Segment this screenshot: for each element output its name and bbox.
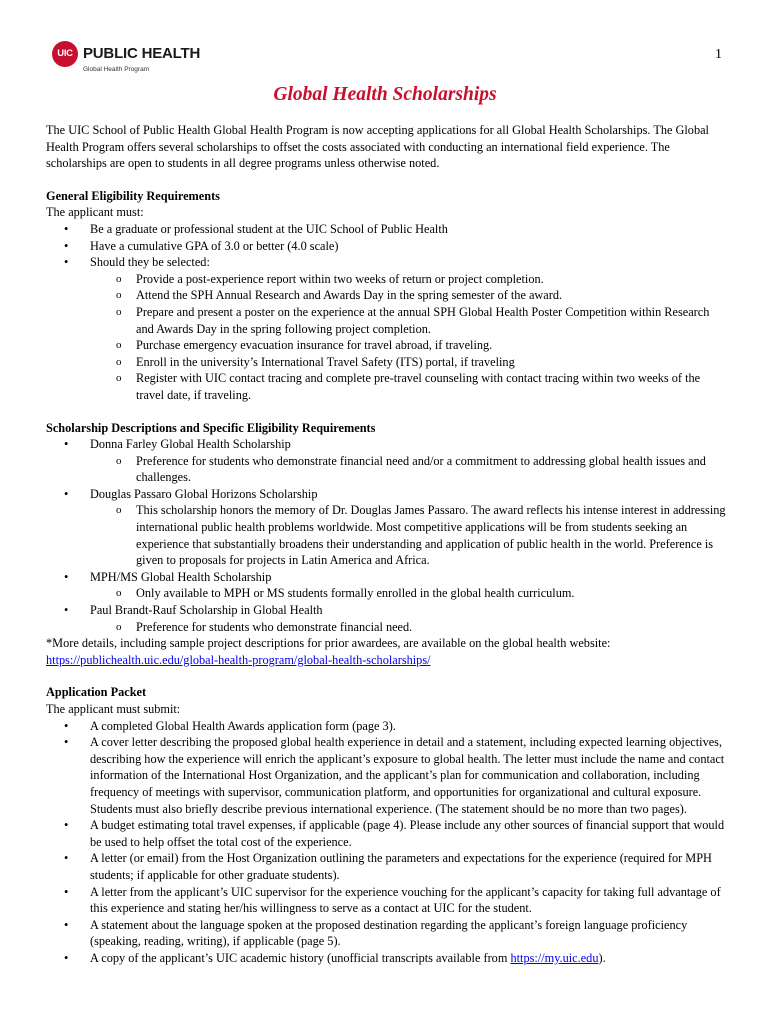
bullet: • xyxy=(64,884,69,899)
scholarship-item: • Douglas Passaro Global Horizons Scholarship o This scholarship honors the memory of Dr. Douglas James Passaro. The award reflects his intense interest in addressing international public health problems worldwide. Most competitive applications will be from students seeking an experience that substantially broadens their understanding and application of public health in the world. Preference is given to proposals for projects in Latin America and Africa. xyxy=(46,486,728,569)
sub-list-item: o Attend the SPH Annual Research and Awards Day in the spring semester of the award. xyxy=(116,288,563,303)
packet-lead: The applicant must submit: xyxy=(46,702,181,716)
scholarship-detail: o Preference for students who demonstrate financial need. xyxy=(116,619,413,634)
bullet: • xyxy=(64,818,69,833)
scholarships-website-link[interactable]: https://publichealth.uic.edu/global-health-program/global-health-scholarships/ xyxy=(46,652,431,667)
sub-bullet: o xyxy=(116,272,122,285)
eligibility-heading: General Eligibility Requirements xyxy=(46,188,220,203)
sub-bullet: o xyxy=(116,355,122,368)
packet-item: • A statement about the language spoken at the proposed destination regarding the applicant’s foreign language proficiency (speaking, reading, writing), if applicable (page 5). xyxy=(64,917,688,949)
bullet: • xyxy=(64,437,69,452)
scholarship-detail: o This scholarship honors the memory of Dr. Douglas James Passaro. The award reflects his intense interest in addressing international public health problems worldwide. Most competitive applications will be from students seeking an experience that substantially broadens their understanding and application of public health in the world. Preference is given to proposals for projects in Latin America and Africa. xyxy=(116,503,726,568)
logo-name: PUBLIC HEALTH xyxy=(83,45,201,62)
sub-bullet: o xyxy=(116,587,122,600)
sub-list-item: o Purchase emergency evacuation insurance for travel abroad, if traveling. xyxy=(116,338,493,353)
sub-list-item: o Register with UIC contact tracing and complete pre-travel counseling with contact tracing within two weeks of the travel date, if traveling. xyxy=(116,371,701,402)
list-item: • Be a graduate or professional student at the UIC School of Public Health xyxy=(64,221,448,236)
scholarship-item: • MPH/MS Global Health Scholarship o Only available to MPH or MS students formally enrolled in the global health curriculum. xyxy=(46,569,728,602)
bullet: • xyxy=(64,569,69,584)
packet-list xyxy=(46,718,728,967)
sub-list-item: o Enroll in the university’s International Travel Safety (ITS) portal, if traveling xyxy=(116,354,515,369)
scholarships-list xyxy=(46,436,728,635)
more-details-note: *More details, including sample project descriptions for prior awardees, are available on the global health website: xyxy=(46,636,611,651)
sub-list-item: o Prepare and present a poster on the experience at the annual SPH Global Health Poster Competition within Research and Awards Day in the spring following project completion. xyxy=(116,304,710,336)
packet-heading: Application Packet xyxy=(46,685,147,700)
bullet: • xyxy=(64,851,69,866)
document-title: Global Health Scholarships xyxy=(273,84,497,105)
sub-bullet: o xyxy=(116,372,122,385)
sub-bullet: o xyxy=(116,305,122,318)
bullet: • xyxy=(64,950,69,965)
bullet: • xyxy=(64,718,69,733)
packet-item: • A completed Global Health Awards application form (page 3). xyxy=(64,718,396,733)
scholarship-detail: o Preference for students who demonstrate financial need and/or a commitment to addressing global health issues and challenges. xyxy=(116,453,706,485)
list-item: • Have a cumulative GPA of 3.0 or better (4.0 scale) xyxy=(64,238,339,253)
packet-item: • A cover letter describing the proposed global health experience in detail and a statement, including expected learning objectives, describing how the experience will enrich the applicant’s exposure to global health. The letter must include the name and contact information of the International Host Organization, and the applicant’s plan for communication and collaboration, including frequency of meetings with supervisor, communication platform, and opportunities for organizational and cultural exposure. Students must also briefly describe previous international experience. (The statement should be no more than two pages). xyxy=(64,735,725,816)
bullet: • xyxy=(64,238,69,253)
scholarship-detail: o Only available to MPH or MS students formally enrolled in the global health curriculum. xyxy=(116,586,575,601)
bullet: • xyxy=(64,255,69,270)
scholarship-item: • Donna Farley Global Health Scholarship o Preference for students who demonstrate financial need and/or a commitment to addressing global health issues and challenges. xyxy=(46,436,728,486)
bullet: • xyxy=(64,917,69,932)
sub-bullet: o xyxy=(116,620,122,633)
intro-paragraph: The UIC School of Public Health Global Health Program is now accepting applications for all Global Health Scholarships. The Global Health Program offers several scholarships to offset the costs associated with conducting an international field experience. The scholarships are open to students in all degree programs unless otherwise noted. xyxy=(46,123,709,171)
bullet: • xyxy=(64,735,69,750)
document-body xyxy=(46,122,728,967)
my-uic-link[interactable]: https://my.uic.edu xyxy=(510,950,599,965)
bullet: • xyxy=(64,221,69,236)
eligibility-lead: The applicant must: xyxy=(46,205,144,220)
page-number: 1 xyxy=(715,47,722,62)
scholarships-heading: Scholarship Descriptions and Specific Eligibility Requirements xyxy=(46,420,376,435)
list-item: • Should they be selected: o Provide a post-experience report within two weeks of return or project completion. o Attend the SPH Annual Research and Awards Day in the spring semester of the award. o Prepare and present a poster on the experience at the annual SPH Global Health Poster Competition within Research and Awards Day in the spring following project completion. o Purchase emergency evacuation insurance for travel abroad, if traveling. o Enroll in the university’s International Travel Safety (ITS) portal, if traveling o Register with UIC contact tracing and complete pre-travel counseling with contact tracing within two weeks of the travel date, if traveling. xyxy=(46,254,728,403)
packet-item: • A budget estimating total travel expenses, if applicable (page 4). Please include any other sources of financial support that would be used to help offset the total cost of the experience. xyxy=(64,818,725,849)
uic-logo-mark: UIC xyxy=(52,41,78,67)
logo-subtitle: Global Health Program xyxy=(83,66,150,73)
bullet: • xyxy=(64,486,69,501)
packet-item: • A copy of the applicant’s UIC academic history (unofficial transcripts available from https://my.uic.edu). xyxy=(64,950,606,965)
sub-bullet: o xyxy=(116,339,122,352)
packet-item: • A letter from the applicant’s UIC supervisor for the experience vouching for the applicant’s capacity for taking full advantage of this experience and stating her/his willingness to serve as a contact at UIC for the student. xyxy=(64,884,721,916)
sub-bullet: o xyxy=(116,289,122,302)
sub-list-item: o Provide a post-experience report within two weeks of return or project completion. xyxy=(116,271,544,286)
scholarship-item: • Paul Brandt-Rauf Scholarship in Global Health o Preference for students who demonstrate financial need. xyxy=(46,602,728,635)
selected-sublist xyxy=(46,271,728,404)
sub-bullet: o xyxy=(116,454,122,467)
eligibility-list xyxy=(46,221,728,404)
packet-item: • A letter (or email) from the Host Organization outlining the parameters and expectations for the experience (required for MPH students; if applicable for other graduate students). xyxy=(64,851,712,882)
sub-bullet: o xyxy=(116,504,122,517)
bullet: • xyxy=(64,603,69,618)
